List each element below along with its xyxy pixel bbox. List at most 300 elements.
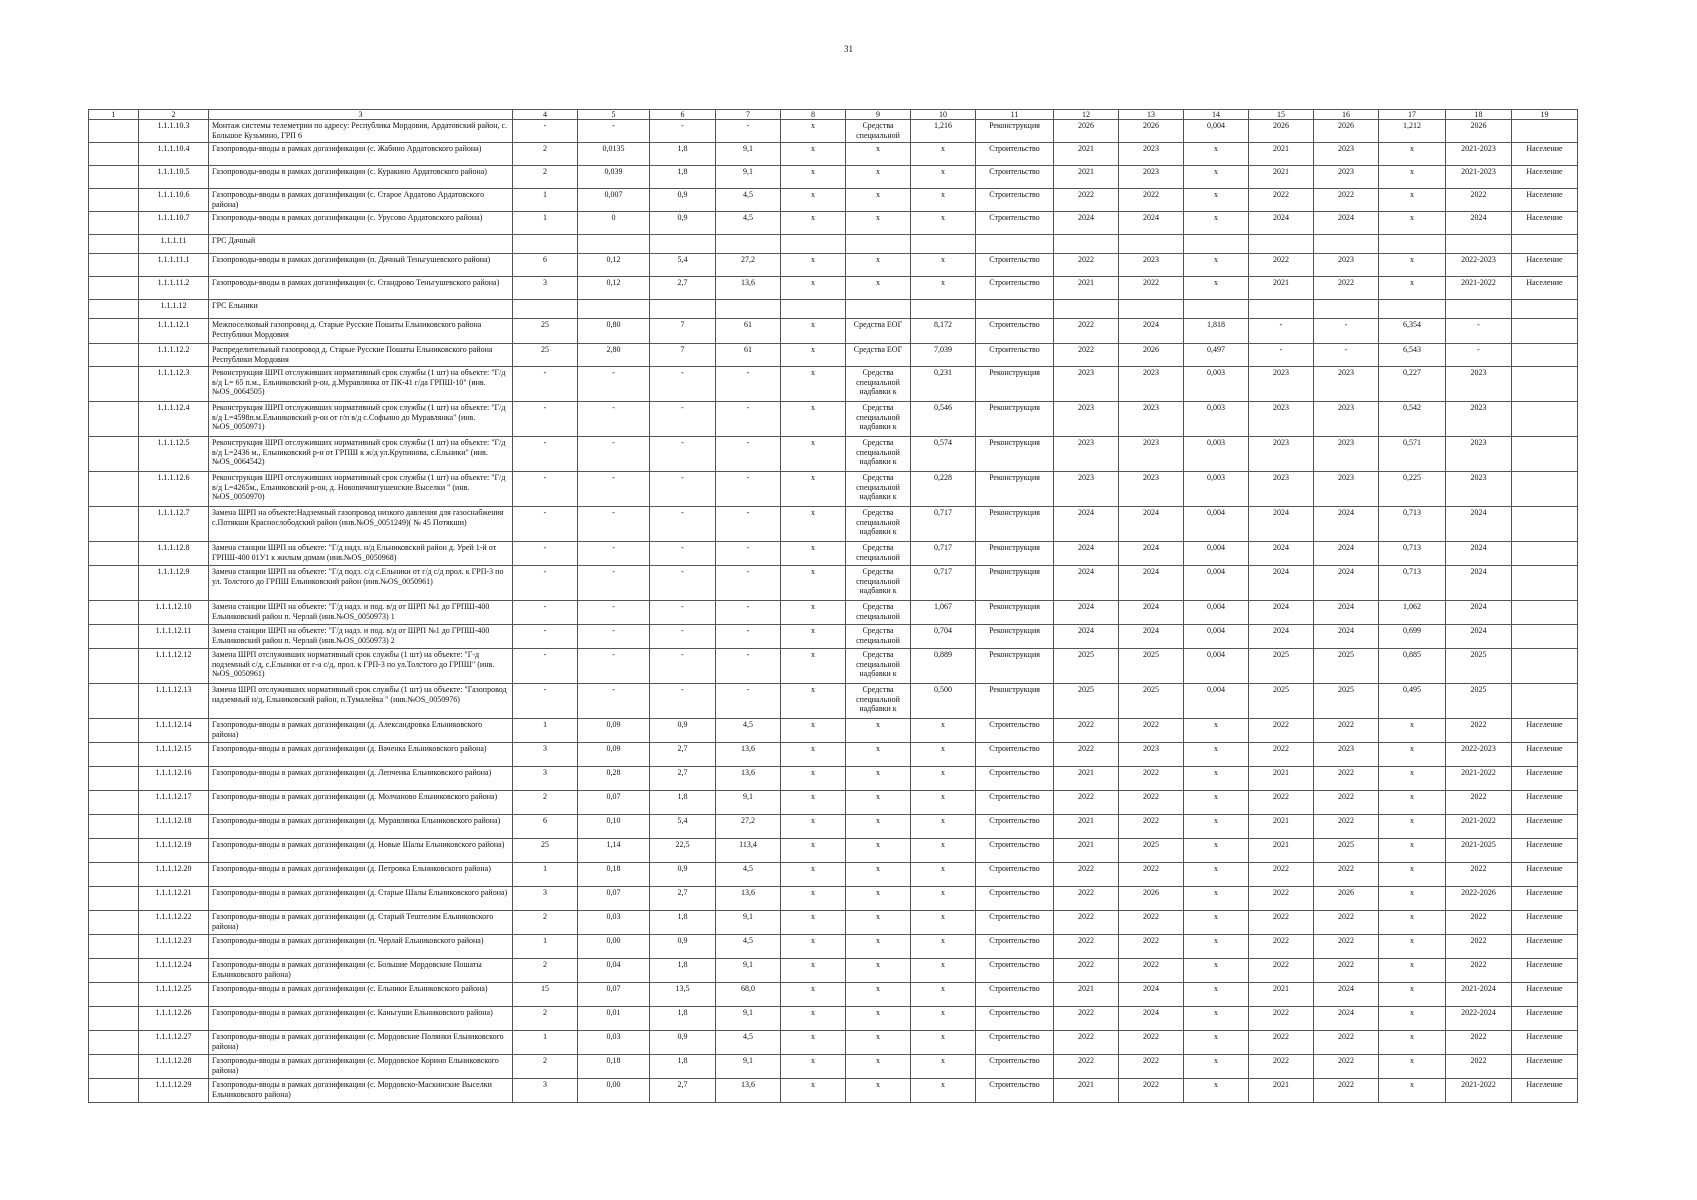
table-cell: Газопроводы-вводы в рамках догазификации (с. Жабино Ардатовского района) — [209, 143, 513, 166]
column-number-cell: 16 — [1314, 110, 1379, 120]
table-cell: Реконструкция — [976, 649, 1054, 684]
table-cell: 2022 — [1249, 1031, 1314, 1055]
table-cell — [89, 1079, 139, 1103]
table-cell: 2022 — [1054, 935, 1119, 959]
table-cell: х — [846, 166, 911, 189]
table-cell: 1 — [513, 212, 578, 235]
table-cell: х — [846, 1031, 911, 1055]
table-cell — [89, 212, 139, 235]
table-cell: 2024 — [1119, 212, 1184, 235]
table-cell: 0,18 — [578, 863, 650, 887]
table-cell: х — [1184, 189, 1249, 212]
table-cell: 2023 — [1119, 143, 1184, 166]
table-cell: х — [846, 983, 911, 1007]
table-cell: 2026 — [1249, 120, 1314, 143]
table-cell: 2023 — [1314, 254, 1379, 277]
table-cell: Население — [1512, 1007, 1578, 1031]
table-cell: - — [716, 437, 781, 472]
table-cell: 0,9 — [650, 935, 716, 959]
table-cell: 9,1 — [716, 166, 781, 189]
table-cell: Газопроводы-вводы в рамках догазификации (д. Александровка Ельниковского района) — [209, 719, 513, 743]
table-cell — [89, 300, 139, 319]
table-cell: 4,5 — [716, 212, 781, 235]
table-cell: х — [846, 1079, 911, 1103]
table-cell: 2023 — [1314, 743, 1379, 767]
table-cell: Население — [1512, 1031, 1578, 1055]
table-cell: 2025 — [1314, 684, 1379, 719]
table-cell: 2 — [513, 1007, 578, 1031]
table-cell: 27,2 — [716, 254, 781, 277]
table-cell: х — [911, 983, 976, 1007]
table-cell: 2024 — [1249, 625, 1314, 649]
column-number-cell: 14 — [1184, 110, 1249, 120]
table-cell: - — [513, 684, 578, 719]
table-cell: х — [781, 649, 846, 684]
table-cell: 13,6 — [716, 1079, 781, 1103]
table-cell: х — [781, 344, 846, 367]
table-cell: х — [781, 1031, 846, 1055]
table-cell: 0,004 — [1184, 601, 1249, 625]
table-cell: 2023 — [1314, 472, 1379, 507]
table-cell — [976, 235, 1054, 254]
column-number-cell: 1 — [89, 110, 139, 120]
table-cell: 0,10 — [578, 815, 650, 839]
table-cell: х — [911, 166, 976, 189]
table-cell: - — [578, 437, 650, 472]
table-cell: х — [781, 959, 846, 983]
table-cell — [911, 235, 976, 254]
table-cell: 2024 — [1446, 601, 1512, 625]
table-cell: 2022 — [1314, 277, 1379, 300]
table-row — [89, 319, 1578, 344]
table-row — [89, 120, 1578, 143]
table-cell: х — [1184, 166, 1249, 189]
table-cell: 0,542 — [1379, 402, 1446, 437]
table-cell: Средства специальной — [846, 542, 911, 566]
table-cell — [1512, 300, 1578, 319]
table-cell: - — [716, 566, 781, 601]
table-cell: 2,7 — [650, 1079, 716, 1103]
table-cell: 2021-2022 — [1446, 277, 1512, 300]
table-cell: 0,004 — [1184, 649, 1249, 684]
table-cell: 2026 — [1119, 887, 1184, 911]
table-cell: х — [911, 911, 976, 935]
table-cell: 2022 — [1249, 1055, 1314, 1079]
table-cell — [1314, 300, 1379, 319]
table-cell: 0,003 — [1184, 472, 1249, 507]
table-cell — [89, 935, 139, 959]
table-cell: 1.1.1.12.12 — [139, 649, 209, 684]
table-cell: 2021 — [1249, 277, 1314, 300]
table-cell: х — [846, 887, 911, 911]
table-cell: Строительство — [976, 911, 1054, 935]
table-cell: Строительство — [976, 743, 1054, 767]
table-cell: 2022 — [1314, 935, 1379, 959]
table-row — [89, 402, 1578, 437]
table-cell: 25 — [513, 839, 578, 863]
table-cell: 2022 — [1119, 863, 1184, 887]
table-cell — [89, 791, 139, 815]
table-cell: 1.1.1.12.14 — [139, 719, 209, 743]
table-cell: Население — [1512, 791, 1578, 815]
column-number-cell: 4 — [513, 110, 578, 120]
table-cell: 2022 — [1249, 911, 1314, 935]
table-cell: ГРС Дачный — [209, 235, 513, 254]
table-cell — [89, 120, 139, 143]
table-cell: х — [1184, 254, 1249, 277]
table-cell: 1.1.1.12.1 — [139, 319, 209, 344]
table-cell: 0,231 — [911, 367, 976, 402]
table-cell: 0,00 — [578, 935, 650, 959]
table-cell — [89, 815, 139, 839]
table-row — [89, 839, 1578, 863]
table-cell: х — [1184, 983, 1249, 1007]
table-cell: 1,8 — [650, 1055, 716, 1079]
table-cell — [846, 235, 911, 254]
table-cell — [1512, 566, 1578, 601]
table-cell: 9,1 — [716, 959, 781, 983]
table-cell — [89, 542, 139, 566]
table-cell: х — [911, 935, 976, 959]
table-cell — [89, 839, 139, 863]
table-cell: х — [781, 935, 846, 959]
table-cell: х — [1184, 277, 1249, 300]
table-cell: 2024 — [1119, 566, 1184, 601]
table-cell: х — [781, 1079, 846, 1103]
table-cell: 13,6 — [716, 277, 781, 300]
table-cell: 0,80 — [578, 319, 650, 344]
table-cell: 3 — [513, 743, 578, 767]
table-cell: 3 — [513, 767, 578, 791]
table-cell: 2022 — [1054, 743, 1119, 767]
table-cell: х — [911, 1079, 976, 1103]
table-cell: 2022 — [1446, 189, 1512, 212]
table-cell: Газопроводы-вводы в рамках догазификации (с. Урусово Ардатовского района) — [209, 212, 513, 235]
table-row — [89, 507, 1578, 542]
table-cell: х — [911, 212, 976, 235]
table-cell: - — [1446, 344, 1512, 367]
table-cell: 13,6 — [716, 887, 781, 911]
table-cell: х — [911, 254, 976, 277]
table-cell: 2023 — [1119, 402, 1184, 437]
table-row — [89, 911, 1578, 935]
table-cell — [89, 719, 139, 743]
table-cell: х — [911, 863, 976, 887]
table-cell: Строительство — [976, 983, 1054, 1007]
table-cell: 2022 — [1446, 791, 1512, 815]
table-cell: 0,717 — [911, 507, 976, 542]
table-cell: 2024 — [1119, 625, 1184, 649]
table-cell: х — [1184, 791, 1249, 815]
table-cell: 2024 — [1119, 601, 1184, 625]
table-cell: 2021 — [1249, 839, 1314, 863]
table-cell: 7 — [650, 319, 716, 344]
table-cell: х — [781, 743, 846, 767]
table-cell: - — [513, 507, 578, 542]
table-cell: х — [1184, 143, 1249, 166]
table-cell: 2,80 — [578, 344, 650, 367]
table-cell — [89, 601, 139, 625]
table-cell: 2026 — [1446, 120, 1512, 143]
table-cell: 1 — [513, 1031, 578, 1055]
table-cell: 2022 — [1314, 719, 1379, 743]
table-cell: 6,354 — [1379, 319, 1446, 344]
table-cell: х — [1379, 719, 1446, 743]
table-cell — [1314, 235, 1379, 254]
table-cell: х — [846, 277, 911, 300]
table-cell: Население — [1512, 212, 1578, 235]
table-cell — [89, 143, 139, 166]
table-cell — [89, 319, 139, 344]
table-cell: 2022 — [1249, 719, 1314, 743]
table-cell: Реконструкция — [976, 472, 1054, 507]
table-cell: 2024 — [1119, 1007, 1184, 1031]
table-row — [89, 143, 1578, 166]
table-cell: 0,225 — [1379, 472, 1446, 507]
table-cell — [1512, 649, 1578, 684]
table-cell: 2021 — [1054, 815, 1119, 839]
table-cell: 2024 — [1314, 507, 1379, 542]
table-cell: Газопроводы-вводы в рамках догазификации (д. Старый Тештелим Ельниковского района) — [209, 911, 513, 935]
table-cell: Строительство — [976, 143, 1054, 166]
table-cell: х — [1379, 959, 1446, 983]
table-cell: 2021-2024 — [1446, 983, 1512, 1007]
table-cell: 2022 — [1314, 767, 1379, 791]
table-cell: 2 — [513, 791, 578, 815]
table-cell: х — [1184, 767, 1249, 791]
table-cell: 9,1 — [716, 791, 781, 815]
table-cell: - — [578, 367, 650, 402]
table-cell: 2022 — [1446, 719, 1512, 743]
table-cell: 1.1.1.12.23 — [139, 935, 209, 959]
table-cell: - — [578, 649, 650, 684]
table-cell: 6 — [513, 815, 578, 839]
table-cell: 2022 — [1119, 277, 1184, 300]
table-cell: х — [846, 1055, 911, 1079]
table-cell: 2022-2023 — [1446, 743, 1512, 767]
table-cell: х — [781, 542, 846, 566]
table-cell: - — [650, 367, 716, 402]
table-cell: 2022 — [1054, 1007, 1119, 1031]
table-cell: Строительство — [976, 935, 1054, 959]
table-cell: 1.1.1.10.7 — [139, 212, 209, 235]
table-cell: х — [1379, 143, 1446, 166]
table-cell: 2022 — [1314, 791, 1379, 815]
table-cell: х — [781, 983, 846, 1007]
table-cell: х — [846, 143, 911, 166]
table-cell: Население — [1512, 166, 1578, 189]
table-cell: Строительство — [976, 1007, 1054, 1031]
table-row — [89, 959, 1578, 983]
table-cell: х — [1184, 1079, 1249, 1103]
table-cell: - — [578, 601, 650, 625]
table-row — [89, 1055, 1578, 1079]
table-cell: х — [846, 212, 911, 235]
table-cell: х — [846, 911, 911, 935]
table-cell: 27,2 — [716, 815, 781, 839]
table-cell: Средства специальной надбавки к — [846, 367, 911, 402]
table-cell: х — [781, 319, 846, 344]
table-cell: Строительство — [976, 189, 1054, 212]
table-cell — [1512, 625, 1578, 649]
table-row — [89, 189, 1578, 212]
table-cell: х — [911, 143, 976, 166]
table-cell: 2 — [513, 1055, 578, 1079]
table-cell — [89, 437, 139, 472]
table-cell: 1,212 — [1379, 120, 1446, 143]
table-cell: 0,500 — [911, 684, 976, 719]
table-cell: Строительство — [976, 1031, 1054, 1055]
table-cell: х — [846, 767, 911, 791]
table-cell: 2022 — [1446, 959, 1512, 983]
table-cell: - — [1314, 344, 1379, 367]
table-cell: 25 — [513, 344, 578, 367]
table-cell: 0,713 — [1379, 507, 1446, 542]
table-cell: 1.1.1.12.17 — [139, 791, 209, 815]
table-cell: 0,9 — [650, 719, 716, 743]
table-cell: 1.1.1.12.3 — [139, 367, 209, 402]
table-cell: 1,8 — [650, 791, 716, 815]
table-cell: 2024 — [1054, 625, 1119, 649]
table-cell: - — [1314, 319, 1379, 344]
table-cell: 2023 — [1119, 743, 1184, 767]
table-cell: 6,543 — [1379, 344, 1446, 367]
table-row — [89, 743, 1578, 767]
table-cell: 1.1.1.12.15 — [139, 743, 209, 767]
table-cell: 1.1.1.12.16 — [139, 767, 209, 791]
table-cell: 2024 — [1249, 601, 1314, 625]
table-row — [89, 1079, 1578, 1103]
table-cell: 2021 — [1054, 166, 1119, 189]
table-cell — [578, 235, 650, 254]
table-cell: 2024 — [1249, 507, 1314, 542]
table-cell: х — [1379, 166, 1446, 189]
table-cell: 2025 — [1119, 684, 1184, 719]
table-cell: Строительство — [976, 254, 1054, 277]
table-cell: - — [578, 120, 650, 143]
table-cell: х — [781, 719, 846, 743]
table-cell: 0,717 — [911, 542, 976, 566]
table-cell — [781, 235, 846, 254]
table-cell: Газопроводы-вводы в рамках догазификации (д. Новые Шалы Ельниковского района) — [209, 839, 513, 863]
table-cell: 1.1.1.12.27 — [139, 1031, 209, 1055]
table-cell: 0,9 — [650, 189, 716, 212]
table-cell: 2024 — [1054, 601, 1119, 625]
table-cell: 2023 — [1119, 254, 1184, 277]
table-cell: - — [513, 437, 578, 472]
table-cell — [89, 166, 139, 189]
table-cell: 0,9 — [650, 212, 716, 235]
table-cell: Строительство — [976, 1055, 1054, 1079]
column-number-cell: 10 — [911, 110, 976, 120]
column-number-cell: 7 — [716, 110, 781, 120]
table-cell: х — [781, 212, 846, 235]
table-row — [89, 625, 1578, 649]
table-cell: 0,004 — [1184, 507, 1249, 542]
table-cell: х — [1379, 1031, 1446, 1055]
table-row — [89, 935, 1578, 959]
table-cell: х — [846, 935, 911, 959]
table-cell: 2,7 — [650, 767, 716, 791]
table-cell — [1512, 120, 1578, 143]
table-cell: - — [716, 649, 781, 684]
table-cell: Строительство — [976, 277, 1054, 300]
table-cell: х — [781, 472, 846, 507]
table-cell: х — [1379, 839, 1446, 863]
table-cell: 2022 — [1054, 719, 1119, 743]
table-cell: 2022-2023 — [1446, 254, 1512, 277]
table-cell: 1.1.1.12.20 — [139, 863, 209, 887]
table-cell: 2024 — [1249, 566, 1314, 601]
table-cell: 2024 — [1119, 983, 1184, 1007]
table-cell: Население — [1512, 839, 1578, 863]
table-cell: х — [911, 189, 976, 212]
table-cell: 1.1.1.12.4 — [139, 402, 209, 437]
table-cell: - — [513, 625, 578, 649]
table-cell: 2022 — [1446, 935, 1512, 959]
table-cell: х — [781, 143, 846, 166]
table-cell: Средства специальной надбавки к — [846, 437, 911, 472]
table-cell: 2022 — [1119, 815, 1184, 839]
table-cell: 7 — [650, 344, 716, 367]
table-cell: 1.1.1.12.2 — [139, 344, 209, 367]
table-cell — [89, 472, 139, 507]
table-row — [89, 767, 1578, 791]
table-cell: Реконструкция — [976, 542, 1054, 566]
table-cell — [716, 235, 781, 254]
table-cell: 1.1.1.11 — [139, 235, 209, 254]
table-cell: Строительство — [976, 1079, 1054, 1103]
table-cell: Строительство — [976, 815, 1054, 839]
table-cell: 13,6 — [716, 743, 781, 767]
table-cell — [650, 300, 716, 319]
table-cell: 0,007 — [578, 189, 650, 212]
table-cell: 2024 — [1314, 601, 1379, 625]
table-cell: 0,004 — [1184, 120, 1249, 143]
table-cell: Монтаж системы телеметрии по адресу: Республика Мордовия, Ардатовский район, с. Большое Кузьмино, ГРП 6 — [209, 120, 513, 143]
table-cell: 0,717 — [911, 566, 976, 601]
table-cell: х — [1184, 863, 1249, 887]
table-cell — [89, 1007, 139, 1031]
table-cell: 2022 — [1054, 959, 1119, 983]
column-number-cell: 5 — [578, 110, 650, 120]
table-cell: х — [1184, 212, 1249, 235]
table-cell: 0,28 — [578, 767, 650, 791]
table-cell: 2024 — [1314, 983, 1379, 1007]
table-cell: Реконструкция ШРП отслуживших нормативный срок службы (1 шт) на объекте: "Г/д в/д L=4598п.м.Ельниковский р-он от г/п в/д с.Софьино до Муравлянка" (инв.№OS_0050971) — [209, 402, 513, 437]
table-cell: 1.1.1.11.1 — [139, 254, 209, 277]
table-cell: 3 — [513, 1079, 578, 1103]
table-cell: - — [650, 625, 716, 649]
table-cell: Газопроводы-вводы в рамках догазификации (с. Мордовские Полянки Ельниковского района) — [209, 1031, 513, 1055]
table-cell: х — [781, 166, 846, 189]
table-cell: х — [911, 1031, 976, 1055]
table-cell — [89, 254, 139, 277]
table-cell: 1.1.1.12 — [139, 300, 209, 319]
table-cell: х — [781, 911, 846, 935]
table-cell: 2022 — [1119, 791, 1184, 815]
table-cell: 1,14 — [578, 839, 650, 863]
table-cell: - — [513, 472, 578, 507]
table-cell: х — [911, 839, 976, 863]
table-cell: 2022 — [1119, 959, 1184, 983]
table-cell: ГРС Ельники — [209, 300, 513, 319]
table-cell: 2026 — [1054, 120, 1119, 143]
table-cell: 2024 — [1119, 542, 1184, 566]
table-cell: 0,09 — [578, 743, 650, 767]
table-cell: 2025 — [1314, 839, 1379, 863]
table-cell: 2022 — [1119, 935, 1184, 959]
